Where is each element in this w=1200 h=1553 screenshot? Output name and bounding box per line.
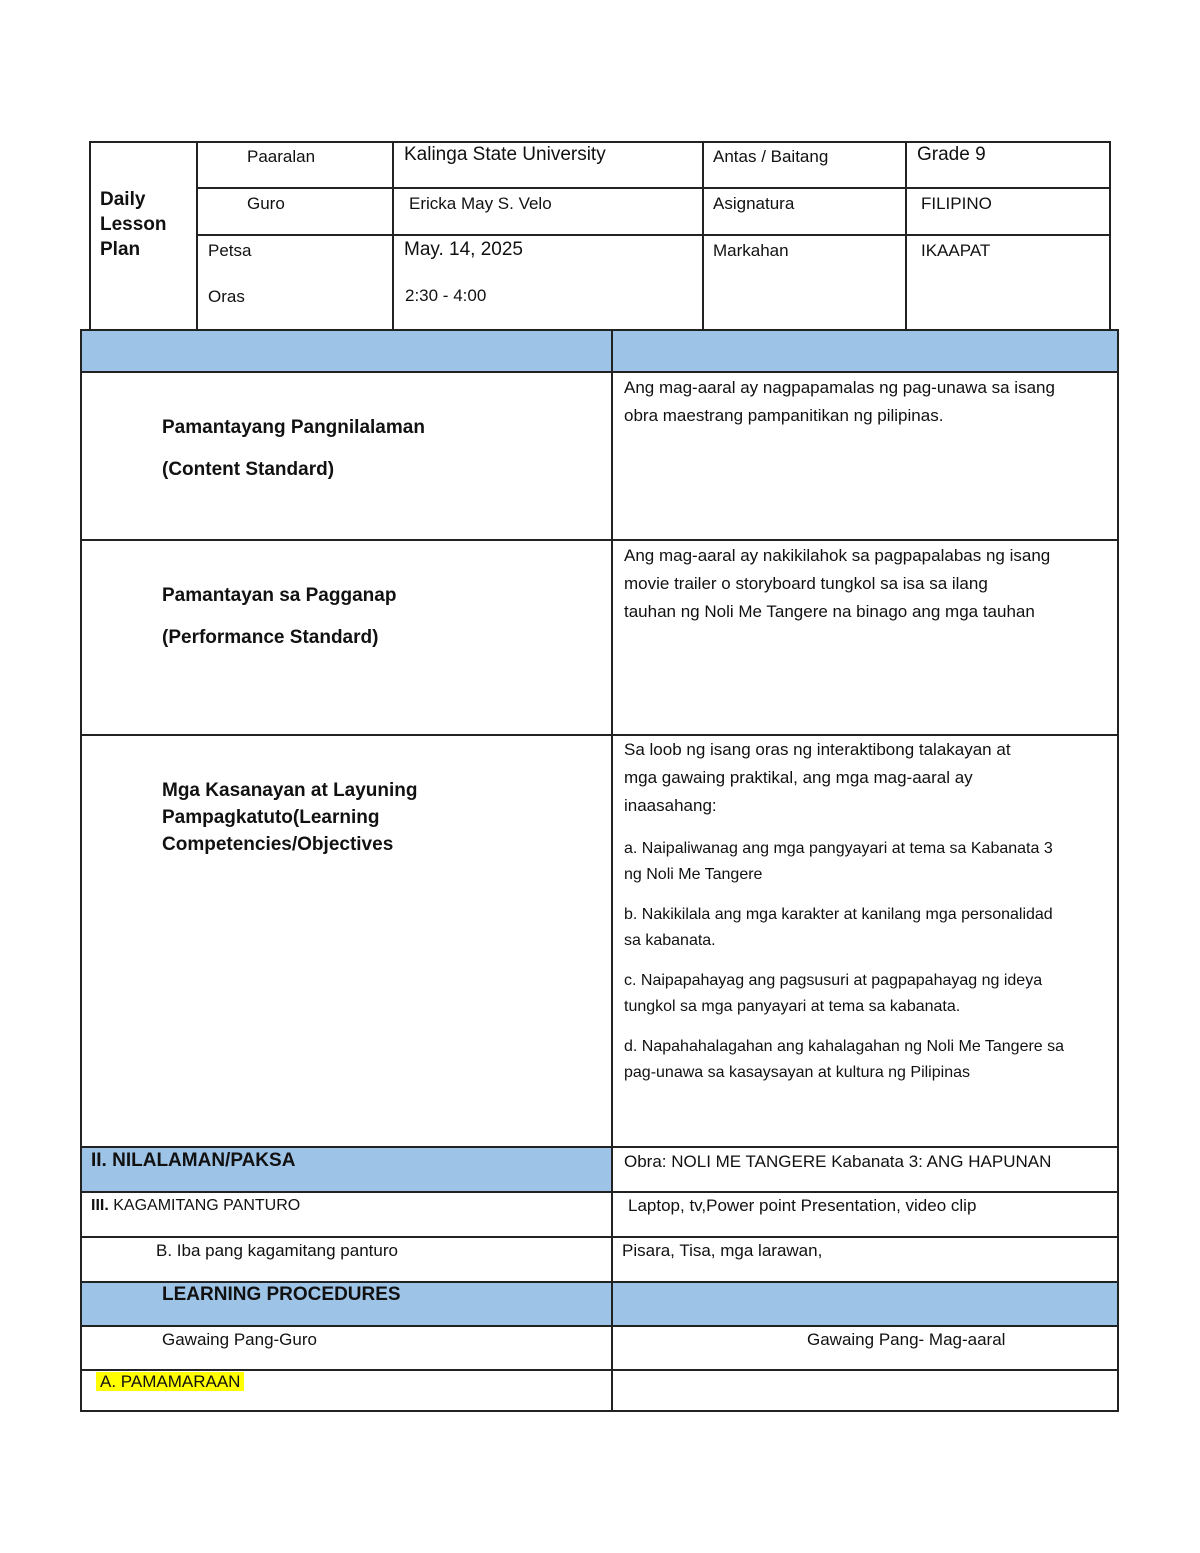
nilalaman-value: Obra: NOLI ME TANGERE Kabanata 3: ANG HAPUNAN xyxy=(624,1152,1052,1171)
competencies-label-line: Mga Kasanayan at Layuning xyxy=(162,780,418,801)
competencies-intro-line: inaasahang: xyxy=(624,796,717,815)
markahan-value: IKAAPAT xyxy=(921,241,991,260)
header-row-divider-1 xyxy=(196,187,1111,189)
gawaing-pang-guro: Gawaing Pang-Guro xyxy=(162,1330,317,1349)
asignatura-label: Asignatura xyxy=(713,194,795,213)
objective-item xyxy=(624,902,1064,954)
pamamaraan-label xyxy=(96,1372,244,1392)
oras-value: 2:30 - 4:00 xyxy=(405,286,487,305)
row-line-4 xyxy=(80,1146,1119,1148)
content-standard-sublabel: (Content Standard) xyxy=(162,459,335,480)
row-line-8 xyxy=(80,1325,1119,1327)
performance-standard-sublabel: (Performance Standard) xyxy=(162,627,379,648)
row-line-7 xyxy=(80,1281,1119,1283)
paaralan-value: Kalinga State University xyxy=(404,144,606,165)
row-line-0 xyxy=(80,329,1119,331)
competencies-label-line: Competencies/Objectives xyxy=(162,834,394,855)
title-line-daily: Daily xyxy=(100,189,146,210)
objectives-list xyxy=(624,836,1064,1100)
competencies-label-line: Pampagkatuto(Learning xyxy=(162,807,380,828)
row-line-1 xyxy=(80,371,1119,373)
title-line-plan: Plan xyxy=(100,239,141,260)
content-standard-line: obra maestrang pampanitikan ng pilipinas. xyxy=(624,406,944,425)
nilalaman-label: II. NILALAMAN/PAKSA xyxy=(91,1150,296,1171)
objective-line: sa kabanata. xyxy=(624,932,716,949)
header-row-divider-2 xyxy=(196,234,1111,236)
performance-standard-line: tauhan ng Noli Me Tangere na binago ang mga tauhan xyxy=(624,602,1035,621)
competencies-intro-line: mga gawaing praktikal, ang mga mag-aaral ay xyxy=(624,768,973,787)
antas-value: Grade 9 xyxy=(917,144,986,165)
lesson-plan-title xyxy=(100,187,167,262)
competencies-intro xyxy=(624,736,1011,820)
objective-item xyxy=(624,1034,1064,1086)
petsa-value: May. 14, 2025 xyxy=(404,239,524,260)
pamamaraan-highlight: A. PAMAMARAAN xyxy=(96,1372,244,1391)
content-standard-text xyxy=(624,374,1055,430)
competencies-label xyxy=(162,777,418,858)
markahan-label: Markahan xyxy=(713,241,789,260)
blue-header-right xyxy=(612,330,1118,372)
row-line-9 xyxy=(80,1369,1119,1371)
petsa-label: Petsa xyxy=(208,241,252,260)
kagamitan-label-text: KAGAMITANG PANTURO xyxy=(108,1197,301,1214)
objective-line: ng Noli Me Tangere xyxy=(624,866,763,883)
iba-pang-label: B. Iba pang kagamitang panturo xyxy=(156,1241,398,1260)
header-top-border xyxy=(89,141,1111,143)
objective-item xyxy=(624,968,1064,1020)
objective-line: a. Naipaliwanag ang mga pangyayari at tema sa Kabanata 3 xyxy=(624,840,1053,857)
title-line-lesson: Lesson xyxy=(100,214,167,235)
main-right-border xyxy=(1117,329,1119,1412)
objective-line: d. Napahahalagahan ang kahalagahan ng Noli Me Tangere sa xyxy=(624,1038,1065,1055)
gawaing-pang-magaaral: Gawaing Pang- Mag-aaral xyxy=(807,1330,1006,1349)
kagamitan-prefix: III. xyxy=(91,1197,109,1214)
objective-line: c. Naipapahayag ang pagsusuri at pagpapahayag ng ideya xyxy=(624,972,1043,989)
antas-label: Antas / Baitang xyxy=(713,147,829,166)
header-left-border xyxy=(89,141,91,329)
performance-standard-line: movie trailer o storyboard tungkol sa isa sa ilang xyxy=(624,574,988,593)
content-standard-line: Ang mag-aaral ay nagpapamalas ng pag-unawa sa isang xyxy=(624,378,1055,397)
asignatura-value: FILIPINO xyxy=(921,194,992,213)
iba-pang-value: Pisara, Tisa, mga larawan, xyxy=(622,1241,823,1260)
content-standard-label: Pamantayang Pangnilalaman xyxy=(162,417,425,438)
guro-label: Guro xyxy=(247,194,285,213)
blue-header-left xyxy=(81,330,612,372)
row-line-5 xyxy=(80,1191,1119,1193)
row-line-6 xyxy=(80,1236,1119,1238)
kagamitan-value: Laptop, tv,Power point Presentation, video clip xyxy=(628,1196,977,1215)
objective-line: pag-unawa sa kasaysayan at kultura ng Pilipinas xyxy=(624,1064,970,1081)
guro-value: Ericka May S. Velo xyxy=(409,194,552,213)
row-line-2 xyxy=(80,539,1119,541)
competencies-intro-line: Sa loob ng isang oras ng interaktibong talakayan at xyxy=(624,740,1011,759)
main-left-border xyxy=(80,329,82,1412)
performance-standard-label: Pamantayan sa Pagganap xyxy=(162,585,397,606)
performance-standard-text xyxy=(624,542,1050,626)
learning-procedures-label: LEARNING PROCEDURES xyxy=(162,1284,401,1305)
objective-line: tungkol sa mga panyayari at tema sa kabanata. xyxy=(624,998,961,1015)
row-line-10 xyxy=(80,1410,1119,1412)
paaralan-label: Paaralan xyxy=(247,147,316,166)
objective-item xyxy=(624,836,1064,888)
blue-procedures-right xyxy=(612,1282,1118,1325)
kagamitan-label xyxy=(91,1197,300,1215)
objective-line: b. Nakikilala ang mga karakter at kanilang mga personalidad xyxy=(624,906,1053,923)
oras-label: Oras xyxy=(208,287,245,306)
main-mid-divider xyxy=(611,329,613,1412)
performance-standard-line: Ang mag-aaral ay nakikilahok sa pagpapalabas ng isang xyxy=(624,546,1051,565)
